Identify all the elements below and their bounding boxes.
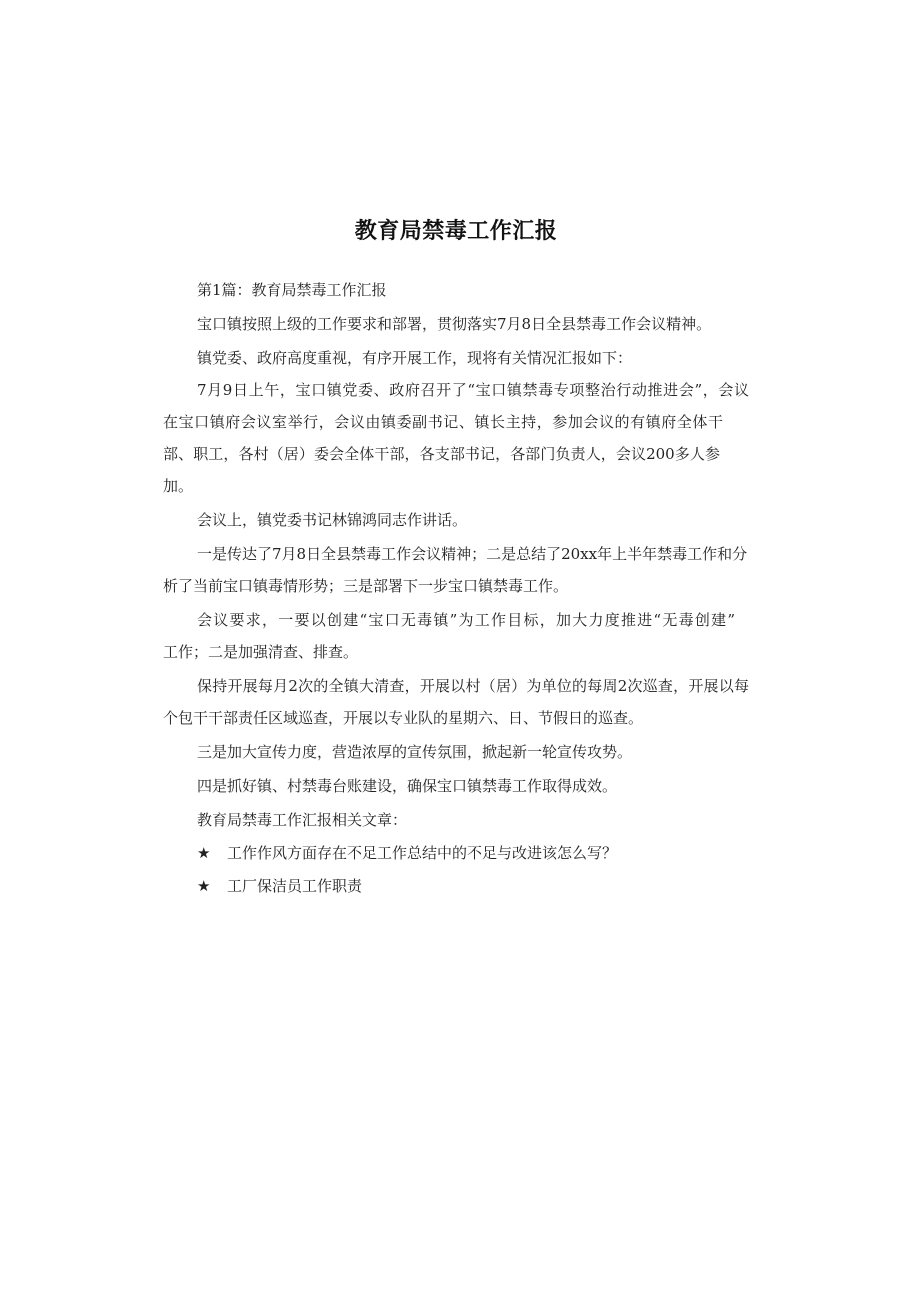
paragraph-line [163, 412, 723, 432]
paragraph-line: 宝口镇按照上级的工作要求和部署，贯彻落实7月8日全县禁毒工作会议精神。 [197, 315, 712, 333]
paragraph-line-text: 会议要求，一要以创建“宝口无毒镇”为工作目标，加大力度推进“无毒创建” [197, 611, 735, 629]
paragraph-line [197, 610, 735, 630]
related-article-link[interactable] [197, 843, 617, 863]
paragraph-line [197, 544, 748, 564]
paragraph-line: 会议上，镇党委书记林锦鸿同志作讲话。 [197, 511, 468, 529]
paragraph-line [197, 380, 749, 400]
paragraph-line: 镇党委、政府高度重视，有序开展工作，现将有关情况汇报如下： [197, 349, 633, 367]
paragraph-line [197, 676, 749, 696]
paragraph-line-text: 在宝口镇府会议室举行，会议由镇委副书记、镇长主持，参加会议的有镇府全体干 [163, 413, 723, 431]
paragraph-line: 工作；二是加强清查、排查。 [163, 643, 359, 661]
star-icon: ★ [197, 877, 211, 895]
paragraph-line: 四是抓好镇、村禁毒台账建设，确保宝口镇禁毒工作取得成效。 [197, 777, 618, 795]
document-title: 教育局禁毒工作汇报 [354, 219, 558, 244]
related-articles-heading: 教育局禁毒工作汇报相关文章： [197, 811, 408, 829]
star-icon: ★ [197, 844, 211, 862]
related-article-link[interactable] [197, 876, 362, 896]
paragraph-line: 析了当前宝口镇毒情形势；三是部署下一步宝口镇禁毒工作。 [163, 577, 569, 595]
related-article-title: 工作作风方面存在不足工作总结中的不足与改进该怎么写？ [227, 844, 618, 862]
paragraph-line: 三是加大宣传力度，营造浓厚的宣传氛围，掀起新一轮宣传攻势。 [197, 743, 633, 761]
paragraph-line-text: 一是传达了7月8日全县禁毒工作会议精神；二是总结了20xx年上半年禁毒工作和分 [197, 545, 748, 563]
paragraph-line: 加。 [163, 477, 194, 495]
paragraph-line-text: 部、职工，各村（居）委会全体干部，各支部书记，各部门负责人，会议200多人参 [163, 445, 720, 463]
paragraph-line [163, 444, 720, 464]
paragraph-line: 个包干干部责任区域巡查，开展以专业队的星期六、日、节假日的巡查。 [163, 709, 644, 727]
paragraph-line-text: 保持开展每月2次的全镇大清查，开展以村（居）为单位的每周2次巡查，开展以每 [197, 677, 749, 695]
article-heading: 第1篇：教育局禁毒工作汇报 [197, 281, 387, 299]
related-article-title: 工厂保洁员工作职责 [227, 877, 363, 895]
paragraph-line-text: 7月9日上午，宝口镇党委、政府召开了“宝口镇禁毒专项整治行动推进会”，会议 [197, 381, 749, 399]
